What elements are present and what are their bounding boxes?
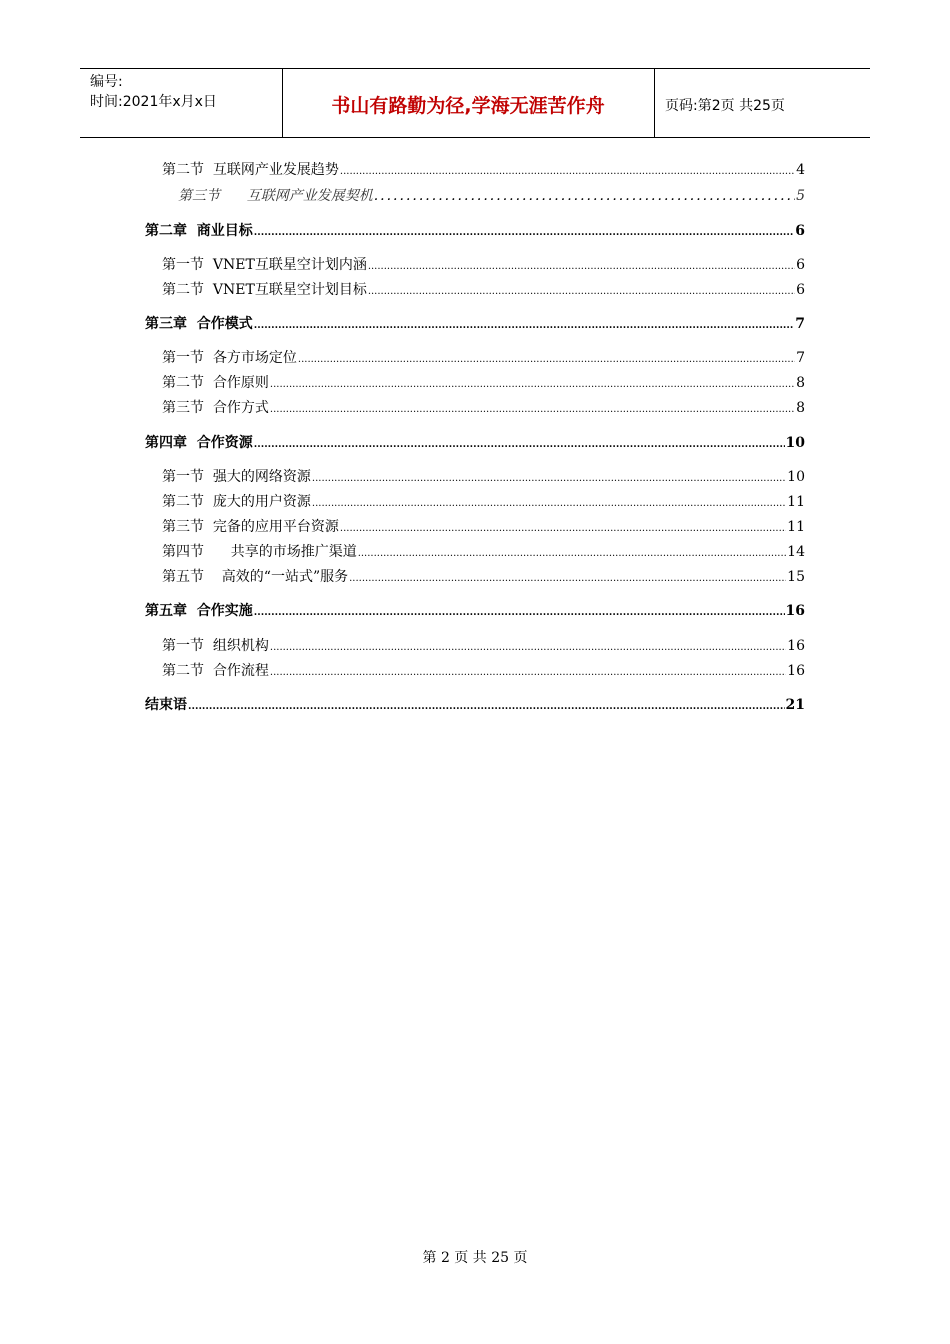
toc-entry-page: 21 xyxy=(785,697,805,713)
toc-leader-dots xyxy=(270,663,786,683)
toc-entry-page: 16 xyxy=(787,663,805,679)
toc-leader-dots xyxy=(368,257,795,277)
toc-leader-dots xyxy=(340,162,795,182)
toc-entry-page: 6 xyxy=(796,282,805,298)
toc-entry[interactable] xyxy=(162,542,805,562)
toc-entry-page: 5 xyxy=(796,188,805,204)
page-footer: 第 2 页 共 25 页 xyxy=(422,1250,528,1266)
toc-entry[interactable] xyxy=(178,186,805,206)
toc-entry[interactable] xyxy=(162,398,805,418)
toc-leader-dots xyxy=(254,435,785,455)
toc-entry-label: 第三节 互联网产业发展契机 xyxy=(178,188,373,204)
toc-leader-dots xyxy=(312,469,786,489)
toc-chapter[interactable] xyxy=(145,221,805,241)
toc-entry[interactable] xyxy=(162,517,805,537)
toc-leader-dots xyxy=(312,494,786,514)
toc-leader-dots xyxy=(254,316,795,336)
toc-chapter[interactable] xyxy=(145,314,805,334)
toc-leader-dots xyxy=(254,603,785,623)
toc-chapter[interactable] xyxy=(145,433,805,453)
toc-entry[interactable] xyxy=(162,661,805,681)
toc-leader-dots xyxy=(254,223,795,243)
toc-leader-dots xyxy=(340,519,786,539)
toc-entry-page: 7 xyxy=(795,316,805,332)
toc-entry-page: 7 xyxy=(796,350,805,366)
toc-entry-page: 16 xyxy=(785,603,805,619)
toc-entry[interactable] xyxy=(162,160,805,180)
toc-entry-label: 第三节 合作方式 xyxy=(162,400,269,416)
toc-entry-page: 11 xyxy=(787,519,805,535)
toc-entry-label: 第一节 组织机构 xyxy=(162,638,269,654)
toc-entry[interactable] xyxy=(162,373,805,393)
toc-entry-label: 第一节 各方市场定位 xyxy=(162,350,297,366)
toc-entry-label: 第二节 庞大的用户资源 xyxy=(162,494,311,510)
toc-entry[interactable] xyxy=(162,280,805,300)
toc-leader-dots xyxy=(270,400,795,420)
toc-entry-page: 6 xyxy=(796,257,805,273)
toc-entry[interactable] xyxy=(162,467,805,487)
toc-leader-dots xyxy=(270,375,795,395)
toc-entry-label: 第四节 共享的市场推广渠道 xyxy=(162,544,357,560)
toc-leader-dots xyxy=(298,350,795,370)
toc-entry-label: 第四章 合作资源 xyxy=(145,435,253,451)
toc-entry-label: 第一节 强大的网络资源 xyxy=(162,469,311,485)
toc-entry[interactable] xyxy=(162,567,805,587)
toc-entry-page: 11 xyxy=(787,494,805,510)
time-label: 时间:2021年x月x日 xyxy=(90,94,217,110)
header-motto: 书山有路勤为径,学海无涯苦作舟 xyxy=(331,95,605,117)
toc-entry[interactable] xyxy=(162,255,805,275)
toc-leader-dots xyxy=(374,186,795,206)
toc-entry[interactable] xyxy=(162,636,805,656)
toc-entry-page: 15 xyxy=(787,569,805,585)
toc-entry-page: 4 xyxy=(796,162,805,178)
toc-chapter[interactable] xyxy=(145,695,805,715)
toc-entry-page: 6 xyxy=(795,223,805,239)
header-middle-cell xyxy=(282,69,655,137)
toc-entry-label: 第二章 商业目标 xyxy=(145,223,253,239)
toc-entry-page: 10 xyxy=(787,469,805,485)
toc-leader-dots xyxy=(368,282,795,302)
toc-entry-page: 16 xyxy=(787,638,805,654)
toc-entry-label: 第二节 合作流程 xyxy=(162,663,269,679)
toc-entry-label: 第五章 合作实施 xyxy=(145,603,253,619)
header-page-info: 页码:第2页 共25页 xyxy=(665,98,785,114)
page-header xyxy=(80,68,870,138)
toc-entry-label: 第二节 互联网产业发展趋势 xyxy=(162,162,339,178)
toc-chapter[interactable] xyxy=(145,601,805,621)
toc-entry-page: 10 xyxy=(785,435,805,451)
toc-entry[interactable] xyxy=(162,348,805,368)
toc-entry-page: 14 xyxy=(787,544,805,560)
number-label: 编号: xyxy=(90,74,123,90)
toc-entry-page: 8 xyxy=(796,375,805,391)
toc-leader-dots xyxy=(358,544,786,564)
header-right-cell xyxy=(655,69,870,137)
toc-leader-dots xyxy=(349,569,786,589)
toc-entry-label: 第二节 合作原则 xyxy=(162,375,269,391)
header-left-cell xyxy=(80,69,283,137)
toc-entry-label: 结束语 xyxy=(145,697,187,713)
toc-entry-label: 第三节 完备的应用平台资源 xyxy=(162,519,339,535)
toc-leader-dots xyxy=(270,638,786,658)
toc-entry-label: 第五节 高效的“一站式”服务 xyxy=(162,569,349,585)
toc-entry[interactable] xyxy=(162,492,805,512)
toc-entry-label: 第一节 VNET互联星空计划内涵 xyxy=(162,257,367,273)
toc-entry-page: 8 xyxy=(796,400,805,416)
toc-leader-dots xyxy=(188,697,785,717)
toc-entry-label: 第三章 合作模式 xyxy=(145,316,253,332)
toc-entry-label: 第二节 VNET互联星空计划目标 xyxy=(162,282,367,298)
